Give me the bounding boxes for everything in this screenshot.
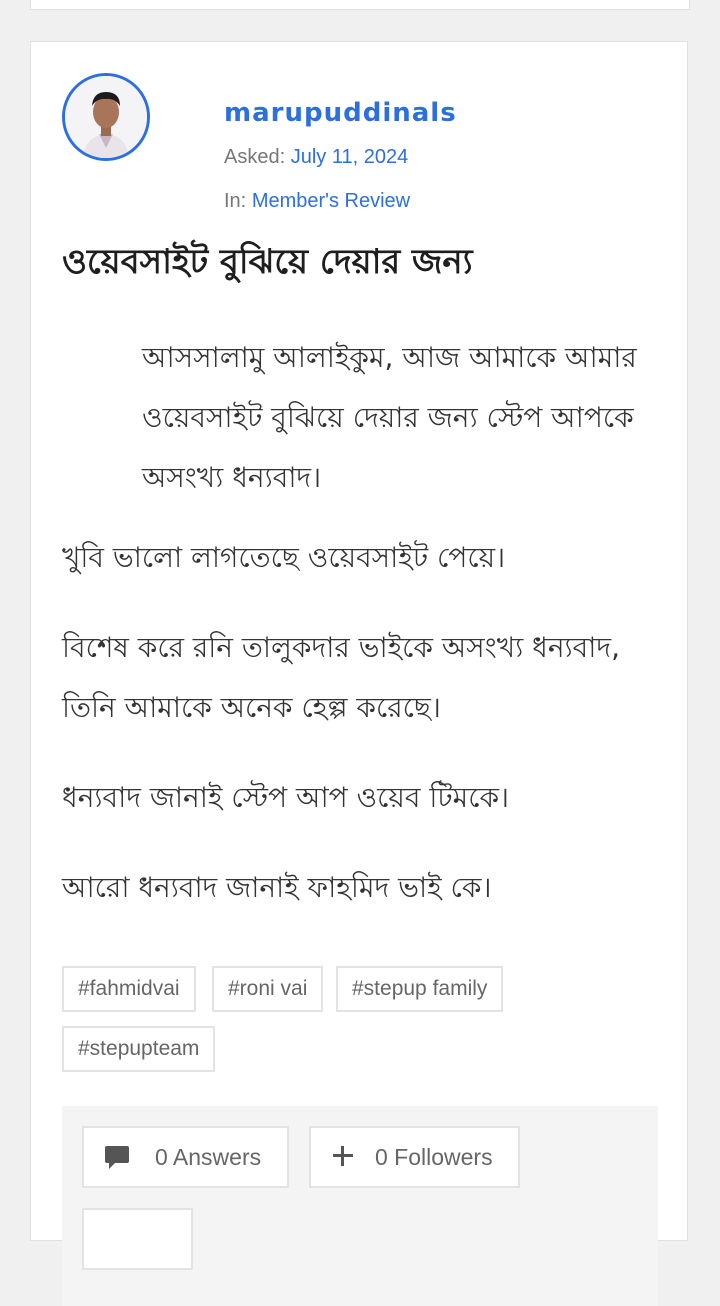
question-paragraph: বিশেষ করে রনি তালুকদার ভাইকে অসংখ্য ধন্যবাদ, তিনি আমাকে অনেক হেল্প করেছে। bbox=[62, 631, 620, 724]
question-paragraph: খুবি ভালো লাগতেছে ওয়েবসাইট পেয়ে। bbox=[62, 541, 506, 574]
answers-button[interactable] bbox=[82, 1126, 289, 1188]
follow-button[interactable] bbox=[309, 1126, 520, 1188]
asked-meta bbox=[224, 146, 408, 169]
plus-icon bbox=[331, 1144, 355, 1174]
author-name[interactable]: marupuddinals bbox=[224, 98, 457, 128]
question-title: ওয়েবসাইট বুঝিয়ে দেয়ার জন্য bbox=[62, 242, 473, 282]
category-meta bbox=[224, 190, 410, 213]
question-footer bbox=[62, 1106, 658, 1306]
previous-card-edge bbox=[30, 0, 690, 10]
tag-stepup-family[interactable]: #stepup family bbox=[336, 966, 503, 1012]
followers-count: 0 Followers bbox=[375, 1144, 493, 1170]
question-paragraph: ধন্যবাদ জানাই স্টেপ আপ ওয়েব টিমকে। bbox=[62, 781, 510, 814]
tag-fahmidvai[interactable]: #fahmidvai bbox=[62, 966, 196, 1012]
tag-roni-vai[interactable]: #roni vai bbox=[212, 966, 323, 1012]
more-button[interactable] bbox=[82, 1208, 193, 1270]
tag-stepupteam[interactable]: #stepupteam bbox=[62, 1026, 215, 1072]
asked-date-link[interactable]: July 11, 2024 bbox=[290, 146, 409, 168]
answers-count: 0 Answers bbox=[155, 1144, 262, 1170]
question-quote: আসসালামু আলাইকুম, আজ আমাকে আমার ওয়েবসাইট বুঝিয়ে দেয়ার জন্য স্টেপ আপকে অসংখ্য ধন্যবাদ। bbox=[142, 341, 637, 494]
question-card bbox=[30, 41, 688, 1241]
comment-icon bbox=[104, 1144, 130, 1176]
question-paragraph: আরো ধন্যবাদ জানাই ফাহমিদ ভাই কে। bbox=[62, 871, 492, 904]
category-link[interactable]: Member's Review bbox=[251, 190, 411, 212]
author-avatar[interactable] bbox=[62, 73, 150, 161]
asked-label: Asked: bbox=[224, 146, 286, 168]
in-label: In: bbox=[224, 190, 247, 212]
